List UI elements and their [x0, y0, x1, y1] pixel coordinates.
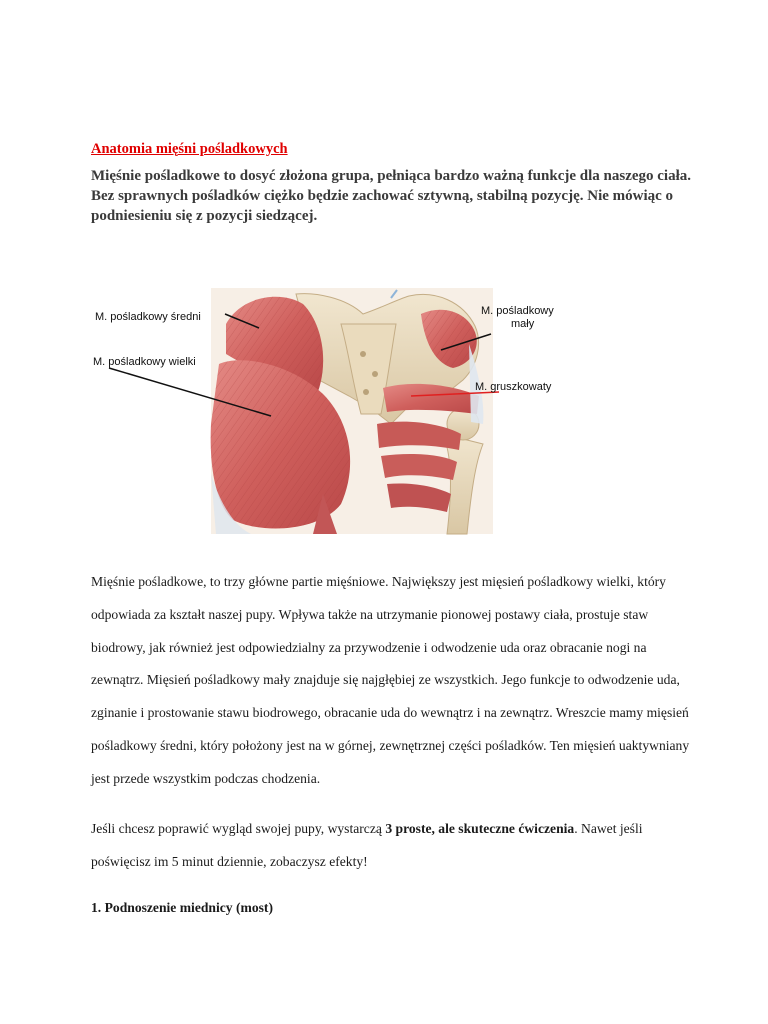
label-gluteus-maximus: M. pośladkowy wielki	[93, 356, 196, 368]
label-gluteus-minimus-line1: M. pośladkowy	[481, 305, 554, 317]
document-title: Anatomia mięśni pośladkowych	[91, 141, 288, 157]
gluteal-muscles-illustration	[91, 284, 691, 536]
intro-paragraph: Mięśnie pośladkowe to dosyć złożona grupa, pełniąca bardzo ważną funkcje dla naszego ciała. Bez sprawnych pośladków ciężko będzie zachować sztywną, stabilną pozycję. Nie mówiąc o podniesieniu się z pozycji siedzącej.	[91, 168, 692, 224]
muscles-description-paragraph: Mięśnie pośladkowe, to trzy główne partie mięśniowe. Największy jest mięsień pośladkowy wielki, który odpowiada za kształt naszej pupy. Wpływa także na utrzymanie pionowej postawy ciała, prostuje staw biodrowy, jak również jest odpowiedzialny za przywodzenie i odwodzenie uda oraz obracanie nogi na zewnątrz. Mięsień pośladkowy mały znajduje się najgłębiej ze wszystkich. Jego funkcje to odwodzenie uda, zginanie i prostowanie stawu biodrowego, obracanie uda do wewnątrz i na zewnątrz. Wreszcie mamy mięsień pośladkowy średni, który położony jest na w górnej, zewnętrznej części pośladków. Ten mięsień uaktywniany jest przede wszystkim podczas chodzenia.	[91, 574, 690, 786]
label-gluteus-medius: M. pośladkowy średni	[95, 311, 201, 323]
section-heading: 1. Podnoszenie miednicy (most)	[91, 900, 273, 915]
exercise-intro-paragraph	[91, 813, 691, 879]
label-gluteus-minimus-line2: mały	[511, 318, 535, 330]
cta-bold-text: 3 proste, ale skuteczne ćwiczenia	[385, 821, 575, 836]
cta-text-after: . Nawet jeśli poświęcisz im 5 minut dziennie, zobaczysz efekty!	[91, 821, 643, 869]
cta-text-before: Jeśli chcesz poprawić wygląd swojej pupy, wystarczą	[91, 821, 386, 836]
label-piriformis: M. gruszkowaty	[475, 381, 552, 393]
